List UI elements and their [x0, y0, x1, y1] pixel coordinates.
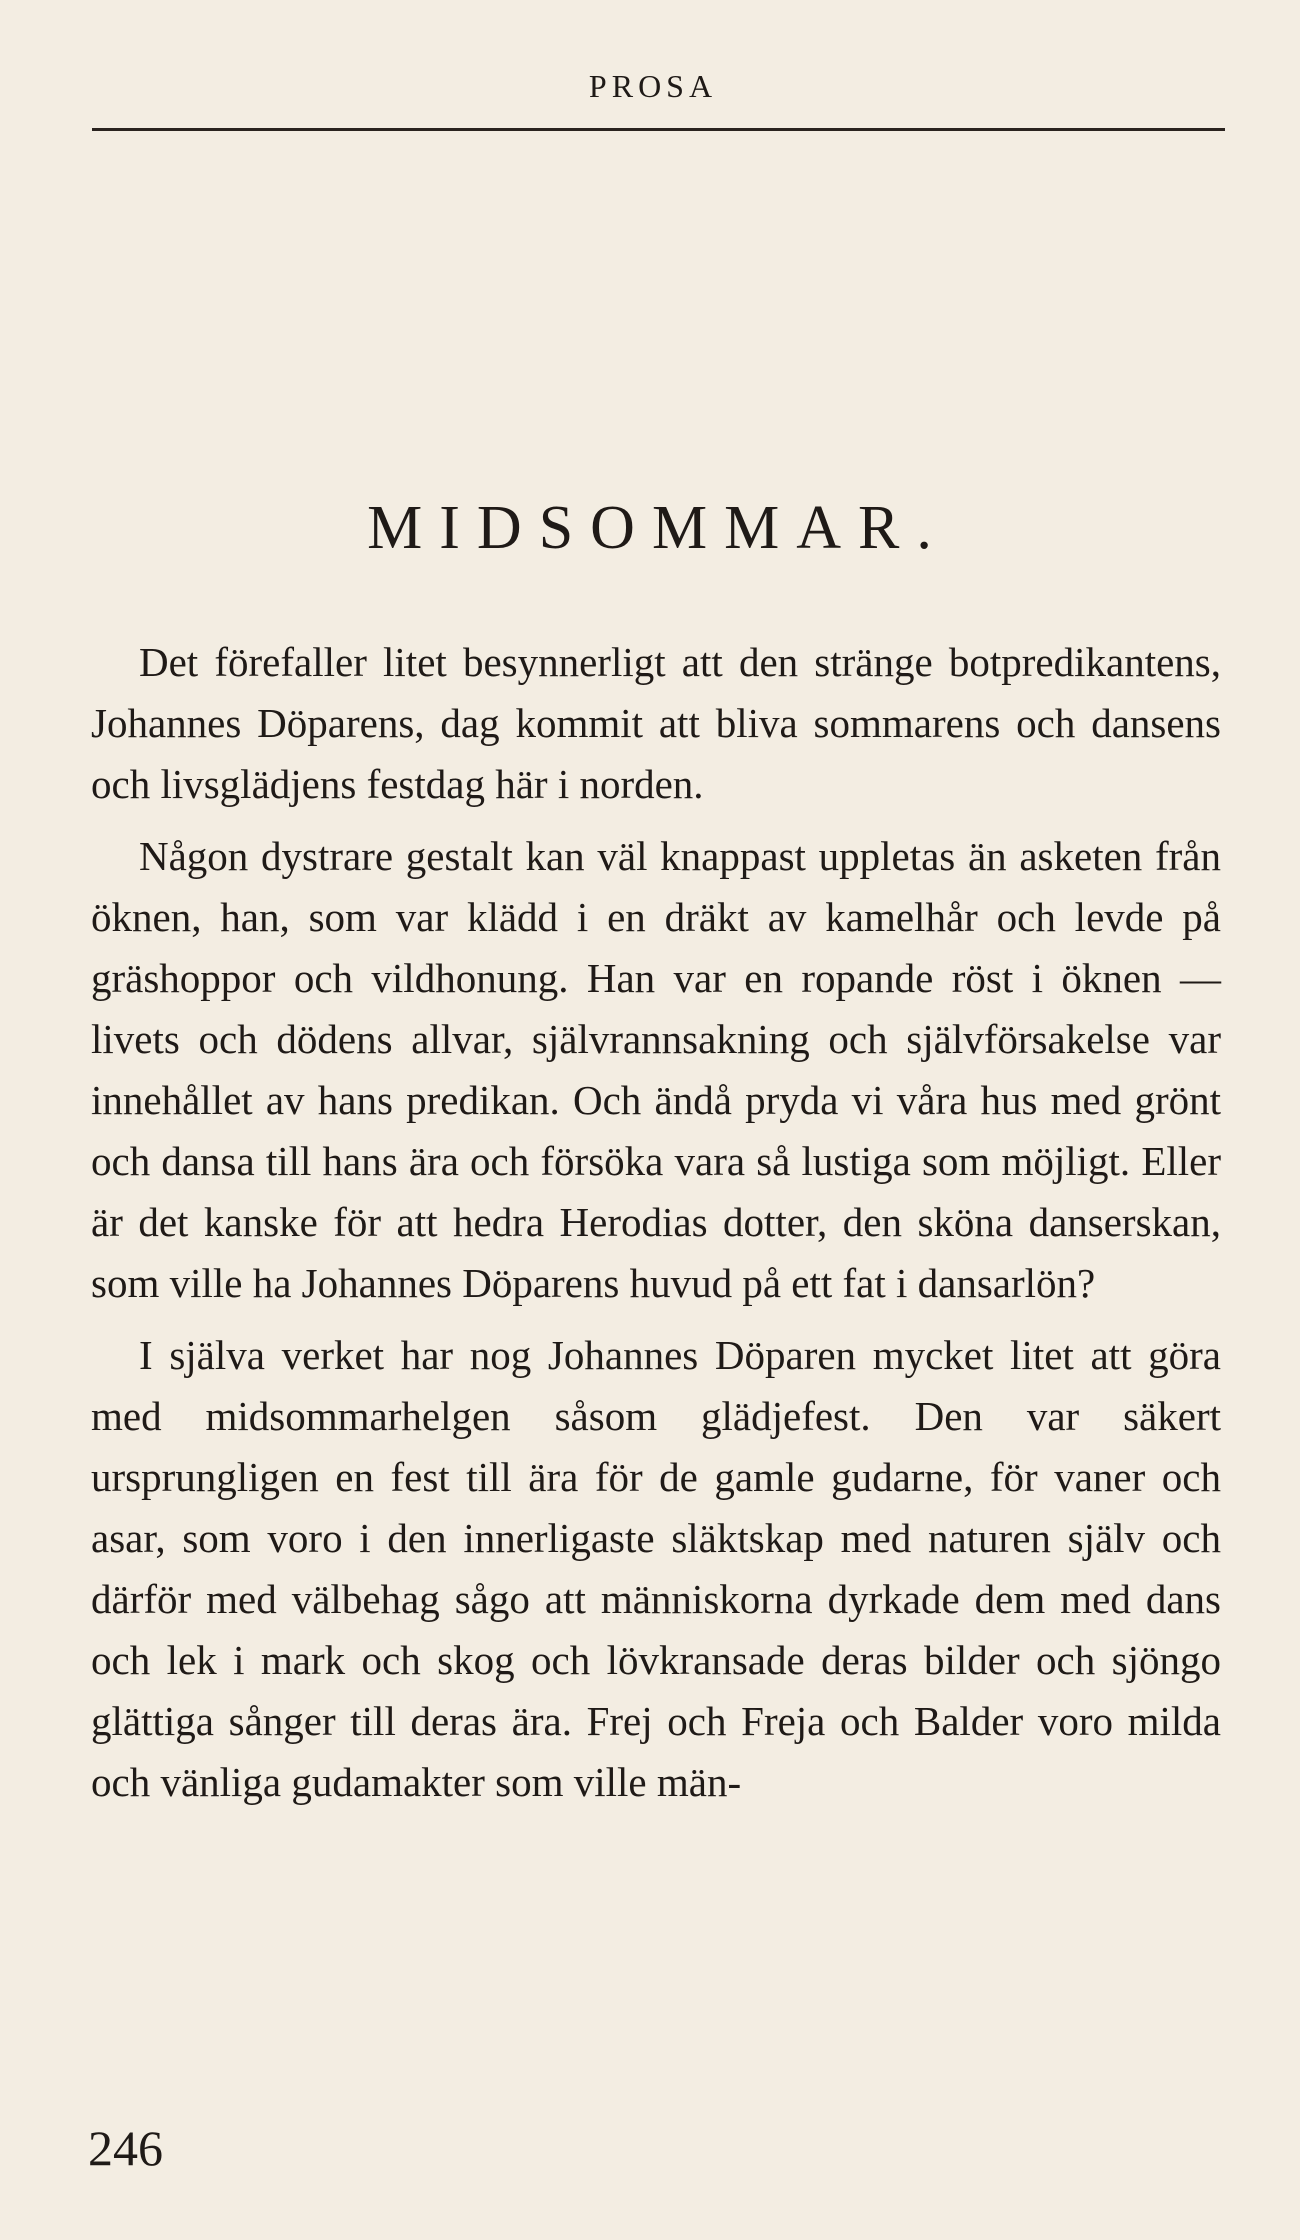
paragraph: Det förefaller litet besynnerligt att den stränge botpredikantens, Johannes Döparens, dag kommit att bliva sommarens och dansens och livsglädjens festdag här i norden. [91, 639, 1221, 807]
page-number: 246 [88, 2120, 163, 2176]
body-text [91, 632, 1221, 1824]
header-rule [92, 128, 1225, 131]
chapter-title: MIDSOMMAR. [367, 494, 949, 562]
paragraph: Någon dystrare gestalt kan väl knappast uppletas än asketen från öknen, han, som var klädd i en dräkt av kamelhår och levde på gräshoppor och vildhonung. Han var en ropande röst i öknen — livets och dödens allvar, självrannsakning och självförsakelse var innehållet av hans predikan. Och ändå pryda vi våra hus med grönt och dansa till hans ära och försöka vara så lustiga som möjligt. Eller är det kanske för att hedra Herodias dotter, den sköna danserskan, som ville ha Johannes Döparens huvud på ett fat i dansarlön? [91, 833, 1221, 1306]
paragraph: I själva verket har nog Johannes Döparen mycket litet att göra med midsommarhelgen såsom glädjefest. Den var säkert ursprungligen en fest till ära för de gamle gudarne, för vaner och asar, som voro i den innerligaste släktskap med naturen själv och därför med välbehag sågo att människorna dyrkade dem med dans och lek i mark och skog och lövkransade deras bilder och sjöngo glättiga sånger till deras ära. Frej och Freja och Balder voro milda och vänliga gudamakter som ville män- [91, 1332, 1221, 1805]
running-head: PROSA [588, 68, 718, 104]
